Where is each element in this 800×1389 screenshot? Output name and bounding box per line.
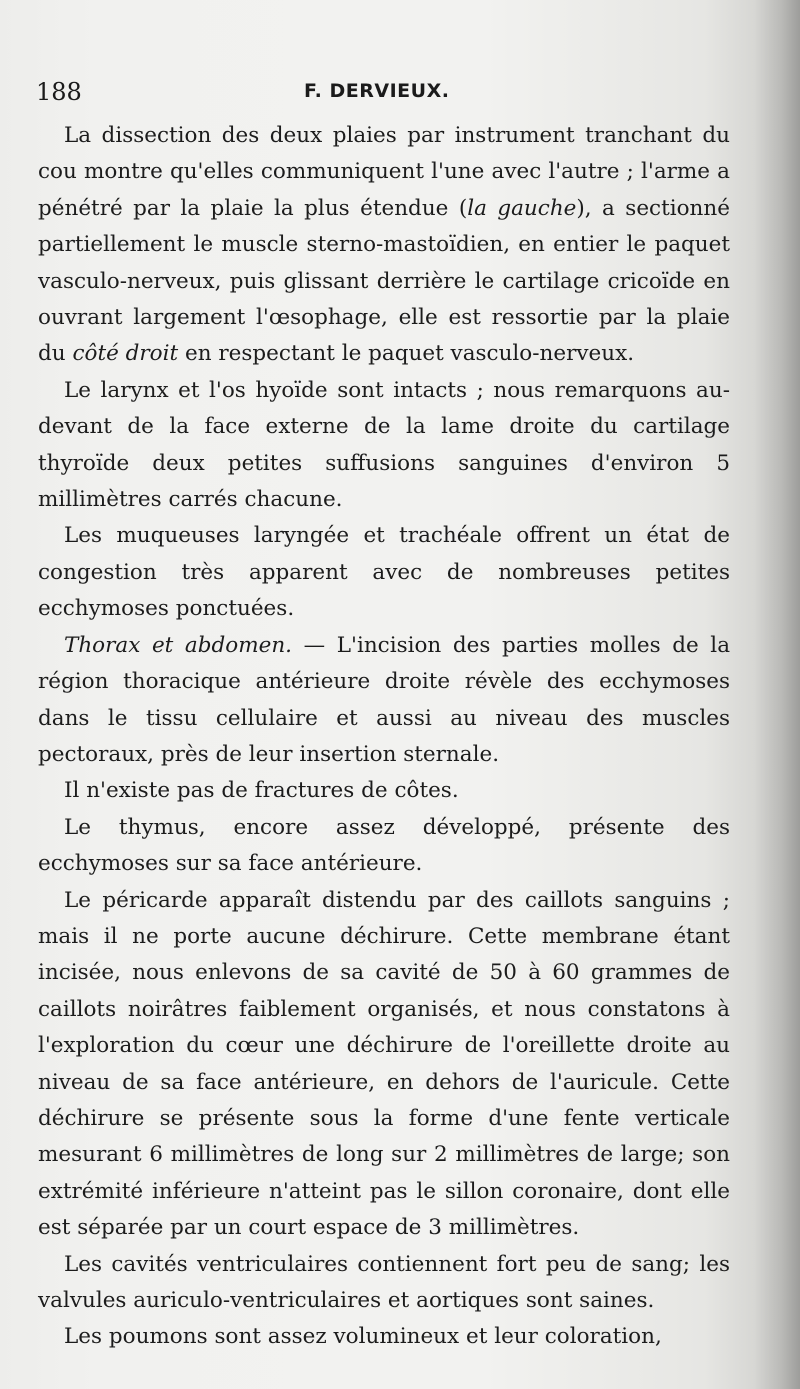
running-head-author: F. DERVIEUX. bbox=[304, 80, 450, 102]
paragraph-text: Le thymus, encore assez développé, présente des ecchymoses sur sa face antérieure. bbox=[38, 814, 730, 877]
paragraph-neck-dissection bbox=[38, 118, 730, 373]
paragraph-text: Les muqueuses laryngée et trachéale offrent un état de congestion très apparent avec de nombreuses petites ecchymoses ponctuées. bbox=[38, 523, 730, 622]
paragraph-text: Le larynx et l'os hyoïde sont intacts ; nous remarquons au-devant de la face externe de la lame droite du cartilage thyroïde deux petites suffusions sanguines d'environ 5 millimètres carrés chacune. bbox=[38, 377, 730, 513]
paragraph-text: en respectant le paquet vasculo-nerveux. bbox=[178, 341, 635, 367]
paragraph-ventricles bbox=[38, 1247, 730, 1320]
italic-term: côté droit bbox=[72, 341, 179, 367]
paragraph-thymus bbox=[38, 810, 730, 883]
section-heading: Thorax et abdomen. bbox=[64, 632, 293, 658]
paragraph-text: — L'incision des parties molles de la région thoracique antérieure droite révèle des ecchymoses dans le tissu cellulaire et aussi au niveau des muscles pectoraux, près de leur insertion sternale. bbox=[38, 632, 731, 767]
paragraph-text: Les cavités ventriculaires contiennent fort peu de sang; les valvules auriculo-ventriculaires et aortiques sont saines. bbox=[38, 1251, 730, 1313]
paragraph-text: Les poumons sont assez volumineux et leur coloration, bbox=[64, 1324, 662, 1350]
paragraph-lungs bbox=[38, 1319, 730, 1355]
paragraph-text: Le péricarde apparaît distendu par des caillots sanguins ; mais il ne porte aucune déchirure. Cette membrane étant incisée, nous enlevons de sa cavité de 50 à 60 grammes de caillots noirâtres faiblement organisés, et nous constatons à l'exploration du cœur une déchirure de l'oreillette droite au niveau de sa face antérieure, en dehors de l'auricule. Cette déchirure se présente sous la forme d'une fente verticale mesurant 6 millimètres de long sur 2 millimètres de large; son extrémité inférieure n'atteint pas le sillon coronaire, dont elle est séparée par un court espace de 3 millimètres. bbox=[38, 887, 730, 1241]
body-text bbox=[38, 118, 730, 1356]
paragraph-pericardium bbox=[38, 883, 730, 1247]
italic-term: la gauche bbox=[467, 195, 577, 221]
paragraph-larynx bbox=[38, 373, 730, 519]
paragraph-thorax bbox=[38, 628, 730, 774]
paragraph-text: La dissection des deux plaies par instrument tranchant du cou montre qu'elles communiquent l'une avec l'autre ; l'arme a pénétré par la plaie la plus étendue ( bbox=[38, 123, 730, 221]
paragraph-text: Il n'existe pas de fractures de côtes. bbox=[64, 778, 459, 804]
running-head bbox=[36, 78, 736, 108]
paragraph-mucosa bbox=[38, 518, 730, 627]
page-number: 188 bbox=[36, 78, 82, 106]
paragraph-text: ), a sectionné partiellement le muscle sterno-mastoïdien, en entier le paquet vasculo-nerveux, puis glissant derrière le cartilage cricoïde en ouvrant largement l'œsophage, elle est ressortie par la plaie du bbox=[38, 195, 730, 367]
paragraph-ribs bbox=[38, 773, 730, 809]
